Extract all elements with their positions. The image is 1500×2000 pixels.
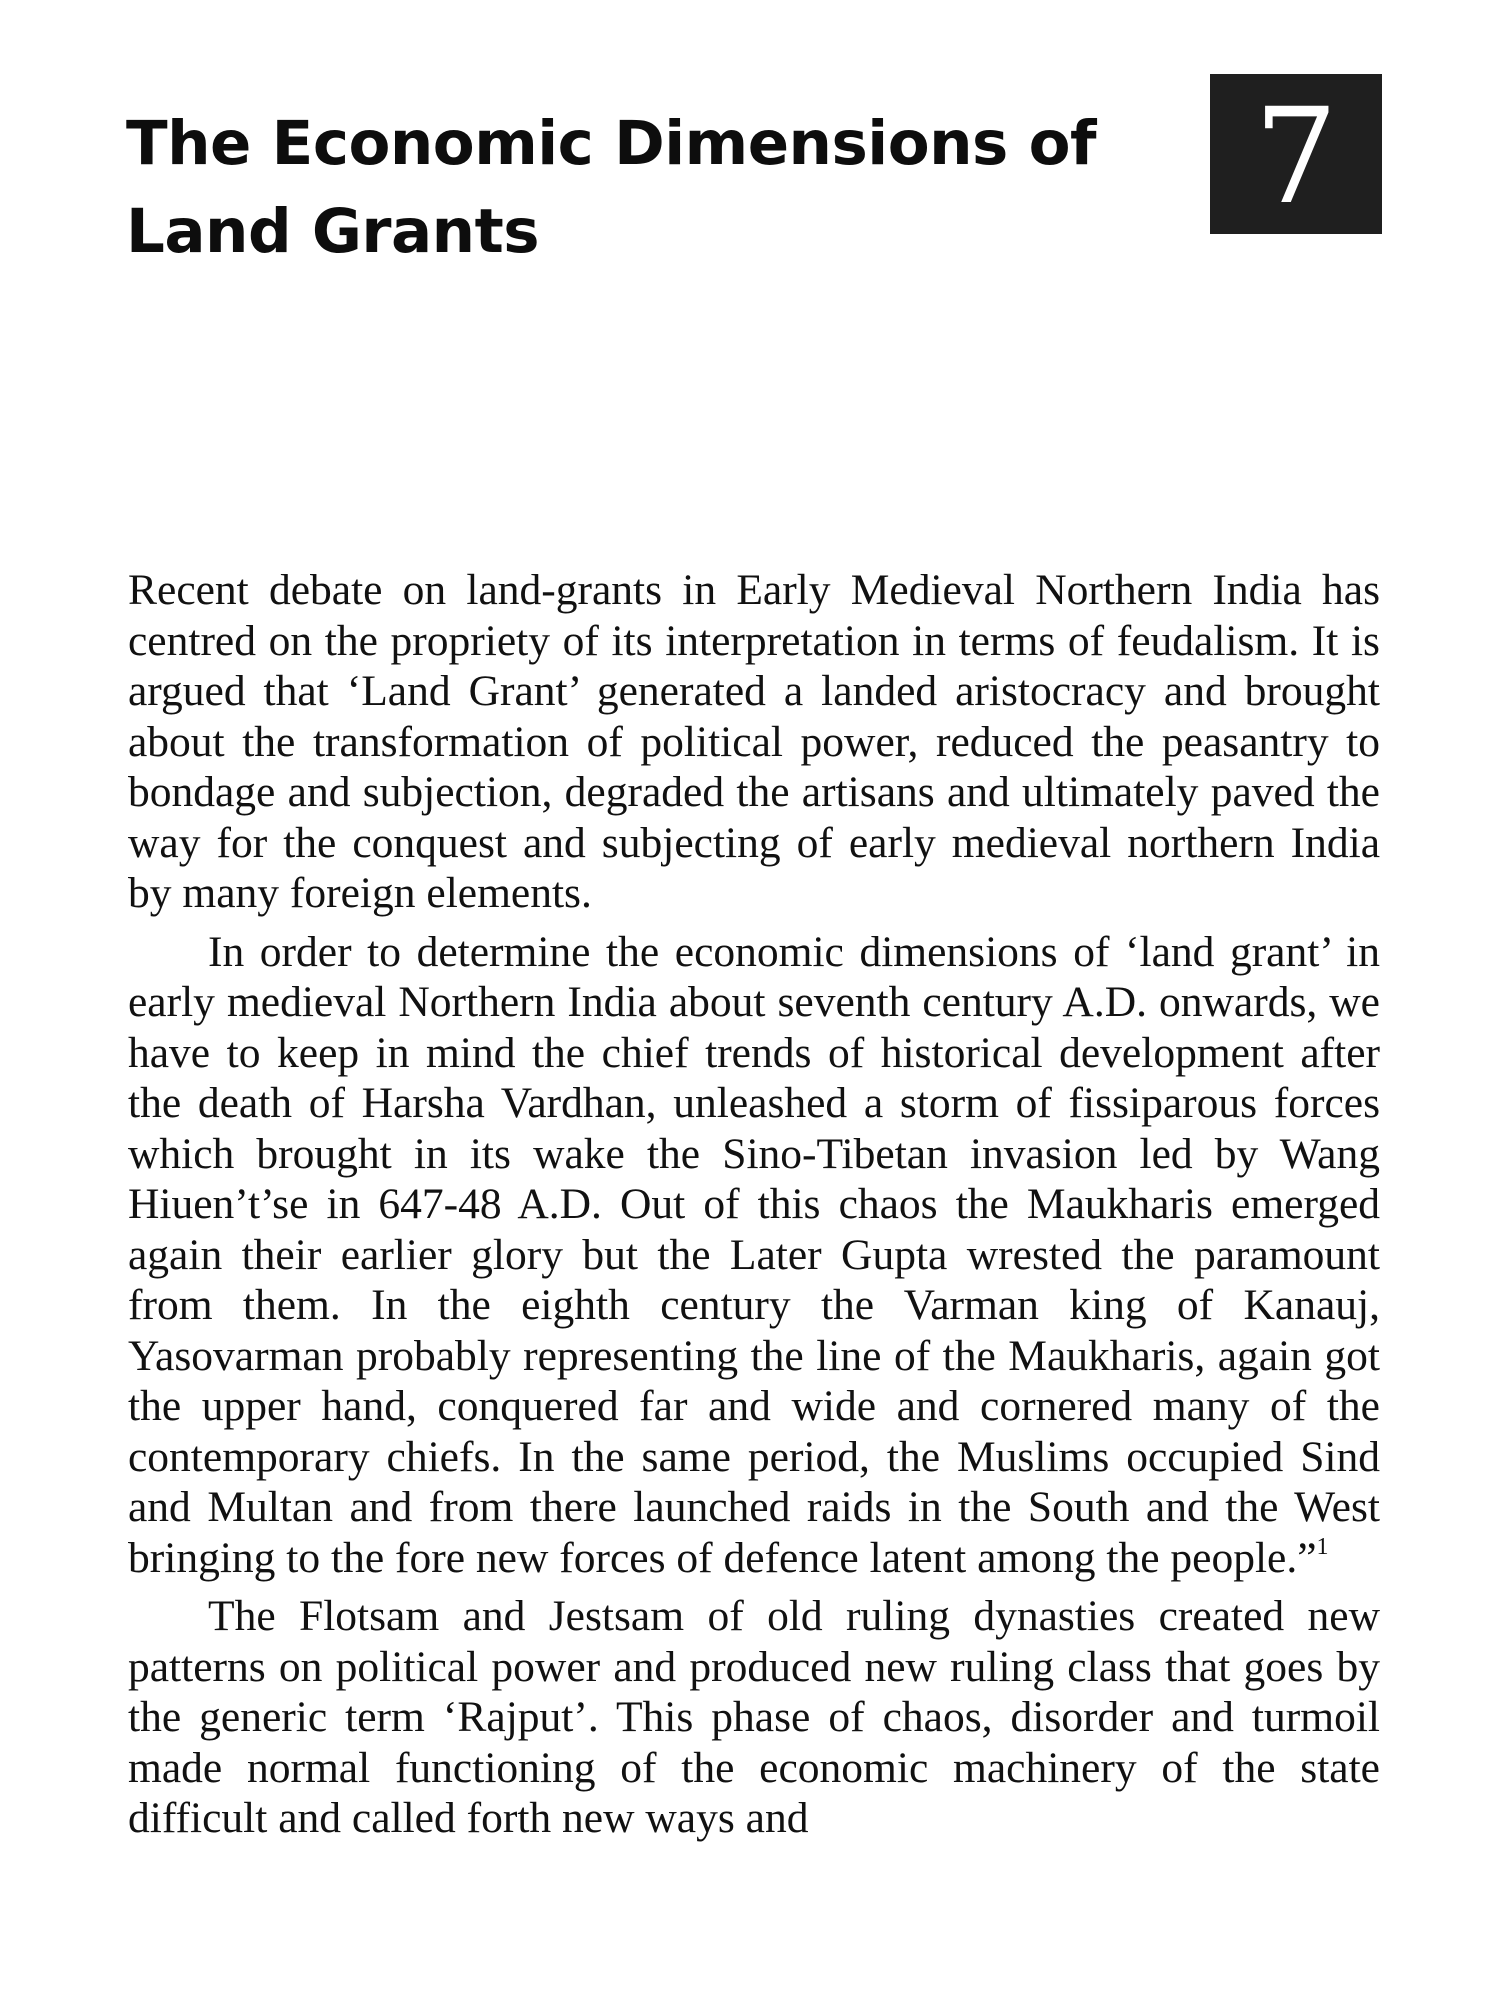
paragraph-1-text: Recent debate on land-grants in Early Medieval Northern India has centred on the propriety of its interpretation in terms of feudalism. It is argued that ‘Land Grant’ generated a landed aristocracy and brought about the transformation of political power, reduced the peasantry to bondage and subjection, degraded the artisans and ultimately paved the way for the conquest and subjecting of early medieval northern India by many foreign elements. (128, 566, 1380, 917)
chapter-title-line-1: The Economic Dimensions of (126, 108, 1097, 179)
chapter-title-line-2: Land Grants (126, 196, 540, 267)
footnote-marker[interactable]: 1 (1316, 1533, 1329, 1560)
body-text (128, 565, 1380, 1844)
paragraph-3-text: The Flotsam and Jestsam of old ruling dynasties created new patterns on political power and produced new ruling class that goes by the generic term ‘Rajput’. This phase of chaos, disorder and turmoil made normal functioning of the economic machinery of the state difficult and called forth new ways and (128, 1592, 1380, 1842)
paragraph-2 (128, 927, 1380, 1584)
paragraph-2-text: In order to determine the economic dimensions of ‘land grant’ in early medieval Northern India about seventh century A.D. onwards, we have to keep in mind the chief trends of historical development after the death of Harsha Vardhan, unleashed a storm of fissiparous forces which brought in its wake the Sino-Tibetan invasion led by Wang Hiuen’t’se in 647-48 A.D. Out of this chaos the Maukharis emerged again their earlier glory but the Later Gupta wrested the paramount from them. In the eighth century the Varman king of Kanauj, Yasovarman probably representing the line of the Maukharis, again got the upper hand, conquered far and wide and cornered many of the contemporary chiefs. In the same period, the Muslims occupied Sind and Multan and from there launched raids in the South and the West bringing to the fore new forces of defence latent among the people.” (128, 927, 1380, 1582)
paragraph-3 (128, 1591, 1380, 1844)
chapter-number: 7 (1254, 80, 1338, 234)
chapter-number-badge (1210, 74, 1382, 234)
chapter-title (126, 100, 1126, 276)
paragraph-1 (128, 565, 1380, 919)
